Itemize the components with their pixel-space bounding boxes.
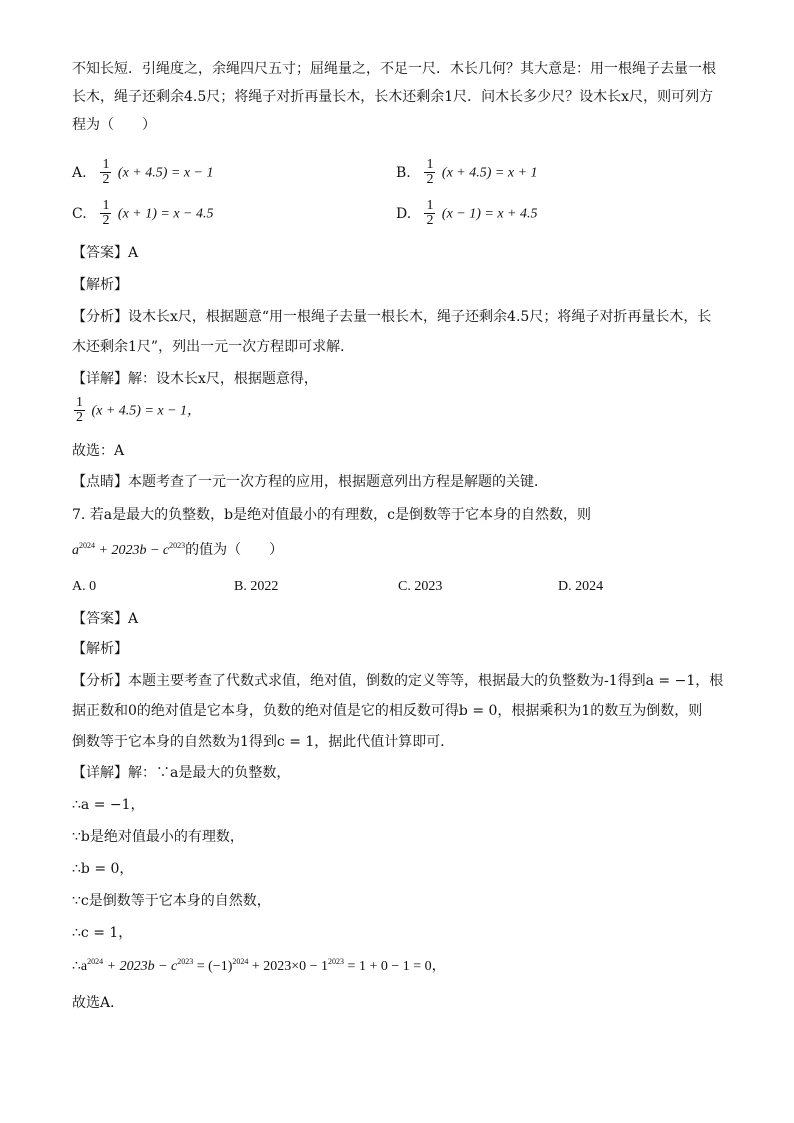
q6-key-point: 【点睛】本题考查了一元一次方程的应用，根据题意列出方程是解题的关键． — [72, 474, 548, 490]
q7-analysis-line-3: 倒数等于它本身的自然数为1得到c = 1，据此代值计算即可． — [72, 734, 455, 750]
q7-choose: 故选A． — [72, 995, 125, 1011]
q6-stem-line-1: 不知长短．引绳度之，余绳四尺五寸；屈绳量之，不足一尺．木长几何？其大意是：用一根绳子去量一根 — [72, 61, 716, 77]
q6-answer: 【答案】A — [72, 245, 139, 261]
q7-analysis-heading: 【解析】 — [72, 641, 128, 657]
q6-analysis-line-1: 【分析】设木长x尺，根据题意“用一根绳子去量一根长木，绳子还剩余4.5尺；将绳子对折再量长木，长 — [72, 309, 712, 325]
q7-detail-line-6: ∴c = 1， — [72, 925, 133, 941]
q6-detail: 【详解】解：设木长x尺，根据题意得， — [72, 371, 318, 387]
q6-analysis-heading: 【解析】 — [72, 277, 128, 293]
q7-stem-line-2: $a^{2024} + 2023b - c^{2023}$的值为（ ） — [72, 541, 284, 558]
q7-detail-line-1: 【详解】解：∵a是最大的负整数， — [72, 765, 291, 781]
q7-detail-line-5: ∵c是倒数等于它本身的自然数， — [72, 893, 271, 909]
q6-stem-line-3: 程为（ ） — [72, 117, 156, 133]
q7-option-a: A. 0 — [72, 579, 97, 594]
q7-analysis-line-1: 【分析】本题主要考查了代数式求值，绝对值，倒数的定义等等，根据最大的负整数为-1得到a = −1，根 — [72, 673, 724, 689]
q6-stem-line-2: 长木，绳子还剩余4.5尺；将绳子对折再量长木，长木还剩余1尺．问木长多少尺？设木长x尺，则可列方 — [72, 89, 714, 105]
q6-choose: 故选：A — [72, 443, 125, 459]
q7-option-c: C. 2023 — [398, 579, 443, 594]
q7-detail-line-2: ∴a = −1， — [72, 797, 145, 813]
q6-option-d: D. $\frac{1}{2}$ (x − 1) = x + 4.5 — [396, 198, 538, 228]
q6-option-c: C. $\frac{1}{2}$ (x + 1) = x − 4.5 — [72, 198, 214, 228]
q7-detail-line-3: ∵b是绝对值最小的有理数， — [72, 829, 244, 845]
q6-analysis-line-2: 木还剩余1尺”，列出一元一次方程即可求解． — [72, 339, 355, 355]
q7-option-b: B. 2022 — [234, 579, 279, 594]
q6-equation: $\frac{1}{2}$ (x + 4.5) = x − 1， — [76, 395, 202, 425]
q7-detail-line-4: ∴b = 0， — [72, 861, 134, 877]
q6-option-a: A. $\frac{1}{2}$ (x + 4.5) = x − 1 — [72, 157, 214, 187]
q7-stem-line-1: 7. 若a是最大的负整数，b是绝对值最小的有理数，c是倒数等于它本身的自然数，则 — [72, 507, 591, 523]
q7-option-d: D. 2024 — [558, 579, 604, 594]
q7-final-computation: $\therefore a^{2024} + 2023b - c^{2023} = (-1)^{2024} + 2023\times 0 - 1^{2023} = 1 + 0 - 1 = 0$， — [72, 957, 446, 974]
q7-analysis-line-2: 据正数和0的绝对值是它本身，负数的绝对值是它的相反数可得b = 0，根据乘积为1的数互为倒数，则 — [72, 703, 703, 719]
q6-option-b: B. $\frac{1}{2}$ (x + 4.5) = x + 1 — [396, 157, 538, 187]
q7-answer: 【答案】A — [72, 611, 139, 627]
